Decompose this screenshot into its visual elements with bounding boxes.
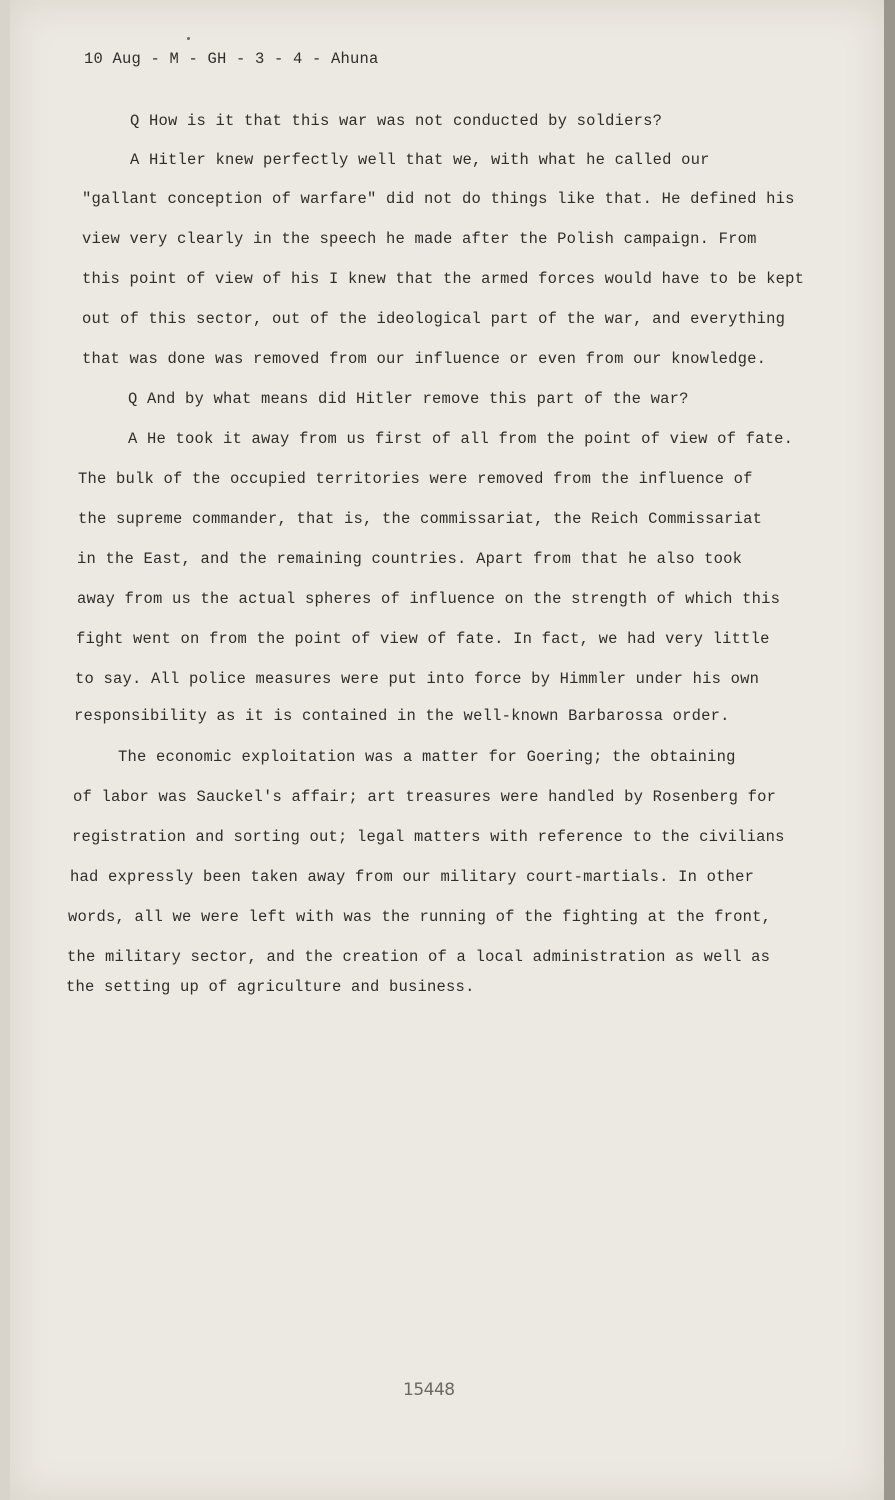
transcript-line: fight went on from the point of view of fate. In fact, we had very little (76, 630, 770, 648)
transcript-line: in the East, and the remaining countries. Apart from that he also took (77, 550, 743, 568)
transcript-line: Q And by what means did Hitler remove this part of the war? (128, 390, 689, 408)
transcript-line: words, all we were left with was the running of the fighting at the front, (68, 908, 772, 926)
page-number: 15448 (403, 1380, 455, 1400)
transcript-line: this point of view of his I knew that the armed forces would have to be kept (82, 270, 805, 288)
transcript-line: A He took it away from us first of all from the point of view of fate. (128, 430, 794, 448)
transcript-line: the supreme commander, that is, the commissariat, the Reich Commissariat (78, 510, 763, 528)
transcript-line: registration and sorting out; legal matters with reference to the civilians (72, 828, 785, 846)
transcript-line: that was done was removed from our influence or even from our knowledge. (82, 350, 767, 368)
page-right-edge (884, 0, 895, 1500)
transcript-line: "gallant conception of warfare" did not do things like that. He defined his (82, 190, 795, 208)
transcript-line: of labor was Sauckel's affair; art treasures were handled by Rosenberg for (73, 788, 777, 806)
page-left-edge (0, 0, 10, 1500)
document-header: 10 Aug - M - GH - 3 - 4 - Ahuna (84, 50, 379, 68)
transcript-line: the military sector, and the creation of a local administration as well as (67, 948, 771, 966)
transcript-line: Q How is it that this war was not conducted by soldiers? (130, 112, 663, 130)
transcript-line: out of this sector, out of the ideological part of the war, and everything (82, 310, 786, 328)
transcript-line: The bulk of the occupied territories were removed from the influence of (78, 470, 753, 488)
transcript-line: the setting up of agriculture and business. (66, 978, 475, 996)
ink-speck (187, 37, 190, 40)
transcript-line: view very clearly in the speech he made after the Polish campaign. From (82, 230, 757, 248)
transcript-line: had expressly been taken away from our military court-martials. In other (70, 868, 755, 886)
transcript-line: A Hitler knew perfectly well that we, with what he called our (130, 151, 710, 169)
transcript-line: to say. All police measures were put into force by Himmler under his own (75, 670, 760, 688)
transcript-line: away from us the actual spheres of influence on the strength of which this (77, 590, 781, 608)
transcript-line: responsibility as it is contained in the well-known Barbarossa order. (74, 707, 730, 725)
transcript-line: The economic exploitation was a matter for Goering; the obtaining (118, 748, 736, 766)
